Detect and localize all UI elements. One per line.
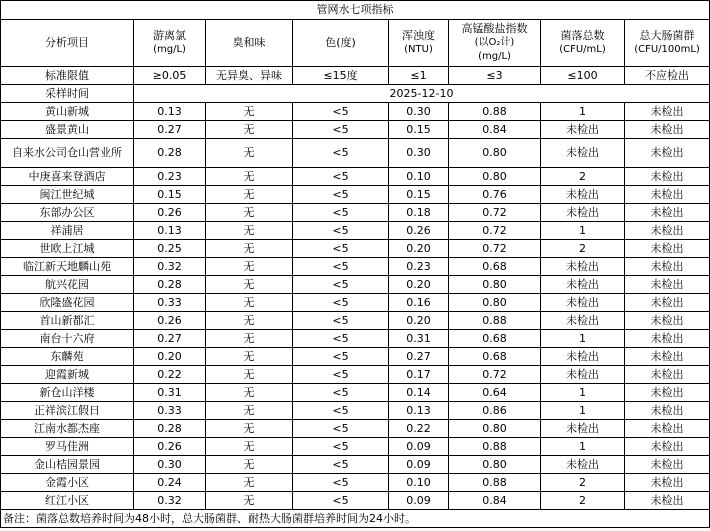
value-cell: 未检出 [541,276,625,294]
value-cell: 0.33 [134,294,206,312]
value-cell: 无 [206,276,293,294]
value-cell: 无 [206,121,293,139]
value-cell: 0.20 [134,348,206,366]
value-cell: 未检出 [625,240,710,258]
value-cell: 未检出 [541,139,625,168]
table-row [1,366,710,384]
site-name-cell: 临江新天地麟山苑 [1,258,134,276]
value-cell: <5 [293,366,389,384]
value-cell: 0.30 [389,139,449,168]
value-cell: 0.30 [389,103,449,121]
value-cell: 0.30 [134,456,206,474]
value-cell: <5 [293,474,389,492]
value-cell: 未检出 [625,492,710,510]
value-cell: 未检出 [541,420,625,438]
standard-limit-cell: 无异臭、异味 [206,67,293,85]
value-cell: 未检出 [541,456,625,474]
column-header-line1: 色(度) [325,36,356,49]
column-header-line1: 总大肠菌群 [639,29,695,42]
value-cell: 无 [206,240,293,258]
value-cell: 0.72 [449,222,541,240]
column-header-line2: (NTU) [404,44,433,55]
value-cell: <5 [293,294,389,312]
site-name-cell: 江南水都杰座 [1,420,134,438]
site-name-cell: 航兴花园 [1,276,134,294]
value-cell: 未检出 [541,348,625,366]
value-cell: 0.31 [134,384,206,402]
column-header-line1: 游离氯 [153,29,186,42]
column-header [541,20,625,67]
table-row [1,402,710,420]
value-cell: 0.24 [134,474,206,492]
value-cell: 0.27 [134,330,206,348]
value-cell: 未检出 [541,186,625,204]
table-row [1,348,710,366]
value-cell: <5 [293,258,389,276]
value-cell: <5 [293,438,389,456]
value-cell: <5 [293,456,389,474]
table-row [1,204,710,222]
value-cell: 未检出 [625,276,710,294]
standard-limit-cell: ≥0.05 [134,67,206,85]
value-cell: 无 [206,384,293,402]
table-row [1,384,710,402]
value-cell: 未检出 [625,222,710,240]
site-name-cell: 金山桔园景园 [1,456,134,474]
value-cell: 无 [206,312,293,330]
value-cell: 0.68 [449,330,541,348]
site-name-cell: 金霞小区 [1,474,134,492]
value-cell: 0.64 [449,384,541,402]
value-cell: 0.84 [449,121,541,139]
site-name-cell: 世欧上江城 [1,240,134,258]
value-cell: 未检出 [541,258,625,276]
value-cell: 0.31 [389,330,449,348]
value-cell: 0.26 [389,222,449,240]
value-cell: 无 [206,258,293,276]
table-row [1,258,710,276]
value-cell: 2 [541,168,625,186]
column-header [389,20,449,67]
value-cell: 0.26 [134,438,206,456]
column-header-line2: (CFU/mL) [559,44,606,55]
table-row [1,294,710,312]
value-cell: 未检出 [625,474,710,492]
column-header-line2: (CFU/100mL) [634,44,700,55]
value-cell: 0.20 [389,312,449,330]
value-cell: 未检出 [625,121,710,139]
value-cell: 未检出 [541,294,625,312]
value-cell: 0.09 [389,492,449,510]
column-header-line2: (mg/L) [153,44,186,55]
column-header-line1: 菌落总数 [560,29,605,42]
site-name-cell: 自来水公司仓山营业所 [1,139,134,168]
value-cell: 1 [541,384,625,402]
value-cell: 无 [206,186,293,204]
value-cell: <5 [293,348,389,366]
value-cell: 未检出 [625,420,710,438]
value-cell: 0.20 [389,276,449,294]
value-cell: 0.72 [449,366,541,384]
site-name-cell: 中庚喜来登酒店 [1,168,134,186]
column-header [625,20,710,67]
value-cell: 0.80 [449,456,541,474]
value-cell: 0.27 [134,121,206,139]
sampling-time-label: 采样时间 [1,85,134,103]
value-cell: 0.20 [389,240,449,258]
column-header-line1: 分析项目 [45,36,89,49]
value-cell: 无 [206,348,293,366]
standard-limit-cell: ≤100 [541,67,625,85]
value-cell: 0.33 [134,402,206,420]
value-cell: 无 [206,492,293,510]
value-cell: <5 [293,168,389,186]
table-row [1,103,710,121]
standard-limit-cell: ≤3 [449,67,541,85]
standard-limit-cell: 不应检出 [625,67,710,85]
value-cell: 未检出 [625,186,710,204]
table-row [1,222,710,240]
value-cell: 未检出 [625,103,710,121]
value-cell: 1 [541,222,625,240]
value-cell: 1 [541,330,625,348]
value-cell: <5 [293,186,389,204]
value-cell: <5 [293,492,389,510]
value-cell: 0.10 [389,168,449,186]
standard-limit-label: 标准限值 [1,67,134,85]
value-cell: 无 [206,222,293,240]
value-cell: <5 [293,402,389,420]
value-cell: 未检出 [625,312,710,330]
value-cell: 0.09 [389,438,449,456]
value-cell: 无 [206,402,293,420]
value-cell: 0.22 [389,420,449,438]
table-row [1,438,710,456]
value-cell: 无 [206,330,293,348]
value-cell: 0.17 [389,366,449,384]
value-cell: 未检出 [625,204,710,222]
value-cell: 0.80 [449,276,541,294]
value-cell: <5 [293,139,389,168]
value-cell: 2 [541,240,625,258]
value-cell: 0.72 [449,204,541,222]
site-name-cell: 新仓山洋楼 [1,384,134,402]
table-row [1,456,710,474]
column-header-line1: 臭和味 [232,36,266,49]
value-cell: 0.15 [134,186,206,204]
value-cell: 0.13 [134,103,206,121]
site-name-cell: 东部办公区 [1,204,134,222]
value-cell: 0.28 [134,139,206,168]
value-cell: 0.15 [389,121,449,139]
value-cell: 0.86 [449,402,541,420]
site-name-cell: 欣隆盛花园 [1,294,134,312]
value-cell: 未检出 [625,438,710,456]
table-row [1,121,710,139]
value-cell: 无 [206,204,293,222]
site-name-cell: 罗马佳洲 [1,438,134,456]
value-cell: <5 [293,103,389,121]
value-cell: 无 [206,420,293,438]
standard-limit-cell: ≤1 [389,67,449,85]
value-cell: 1 [541,402,625,420]
value-cell: <5 [293,240,389,258]
value-cell: 0.68 [449,258,541,276]
value-cell: 0.88 [449,312,541,330]
standard-limit-cell: ≤15度 [293,67,389,85]
site-name-cell: 红江小区 [1,492,134,510]
value-cell: 0.27 [389,348,449,366]
value-cell: 0.28 [134,420,206,438]
value-cell: 0.16 [389,294,449,312]
value-cell: <5 [293,420,389,438]
value-cell: 2 [541,474,625,492]
value-cell: 0.32 [134,492,206,510]
site-name-cell: 盛景黄山 [1,121,134,139]
value-cell: <5 [293,276,389,294]
column-header-line2: (以O₂计) [474,37,515,48]
value-cell: 未检出 [625,348,710,366]
value-cell: 0.25 [134,240,206,258]
table-row [1,168,710,186]
value-cell: 无 [206,366,293,384]
table-row [1,312,710,330]
value-cell: 无 [206,294,293,312]
value-cell: 0.88 [449,474,541,492]
value-cell: 0.32 [134,258,206,276]
value-cell: 无 [206,456,293,474]
value-cell: 1 [541,438,625,456]
value-cell: 未检出 [625,294,710,312]
value-cell: <5 [293,222,389,240]
column-header [449,20,541,67]
value-cell: 0.84 [449,492,541,510]
value-cell: 0.23 [389,258,449,276]
column-header-line3: (mg/L) [478,51,511,62]
value-cell: 未检出 [625,402,710,420]
column-header [1,20,134,67]
sampling-date: 2025-12-10 [134,85,710,103]
value-cell: 0.80 [449,168,541,186]
site-name-cell: 首山新都汇 [1,312,134,330]
value-cell: 无 [206,474,293,492]
site-name-cell: 闽江世纪城 [1,186,134,204]
value-cell: 未检出 [541,312,625,330]
value-cell: 0.76 [449,186,541,204]
value-cell: 未检出 [625,330,710,348]
value-cell: 0.10 [389,474,449,492]
site-name-cell: 东麟苑 [1,348,134,366]
column-header [206,20,293,67]
table-row [1,186,710,204]
value-cell: 0.68 [449,348,541,366]
value-cell: 未检出 [541,121,625,139]
site-name-cell: 迎霞新城 [1,366,134,384]
table-row [1,139,710,168]
value-cell: 0.28 [134,276,206,294]
site-name-cell: 祥浦居 [1,222,134,240]
value-cell: <5 [293,312,389,330]
value-cell: 0.14 [389,384,449,402]
table-row [1,492,710,510]
value-cell: 0.80 [449,294,541,312]
value-cell: 无 [206,139,293,168]
table-row [1,420,710,438]
value-cell: 2 [541,492,625,510]
value-cell: 0.72 [449,240,541,258]
value-cell: <5 [293,384,389,402]
footnote: 备注：菌落总数培养时间为48小时，总大肠菌群、耐热大肠菌群培养时间为24小时。 [1,510,710,528]
value-cell: 0.88 [449,103,541,121]
value-cell: 0.26 [134,204,206,222]
value-cell: 0.23 [134,168,206,186]
value-cell: 未检出 [625,168,710,186]
value-cell: 未检出 [625,384,710,402]
column-header [134,20,206,67]
value-cell: 未检出 [625,258,710,276]
site-name-cell: 南台十六府 [1,330,134,348]
site-name-cell: 正祥滨江假日 [1,402,134,420]
value-cell: 未检出 [625,456,710,474]
value-cell: 未检出 [541,366,625,384]
value-cell: <5 [293,204,389,222]
table-row [1,474,710,492]
value-cell: 0.18 [389,204,449,222]
value-cell: 0.26 [134,312,206,330]
value-cell: 1 [541,103,625,121]
value-cell: 0.13 [134,222,206,240]
column-header-line1: 高锰酸盐指数 [461,22,528,35]
value-cell: 无 [206,103,293,121]
value-cell: 0.88 [449,438,541,456]
value-cell: 未检出 [541,204,625,222]
value-cell: 0.09 [389,456,449,474]
value-cell: 0.13 [389,402,449,420]
value-cell: <5 [293,330,389,348]
table-row [1,240,710,258]
column-header-line1: 浑浊度 [402,29,435,42]
value-cell: 未检出 [625,366,710,384]
value-cell: 无 [206,438,293,456]
table-title: 管网水七项指标 [1,1,710,20]
value-cell: 0.15 [389,186,449,204]
value-cell: 0.80 [449,139,541,168]
table-row [1,276,710,294]
site-name-cell: 黄山新城 [1,103,134,121]
table-row [1,330,710,348]
value-cell: 0.22 [134,366,206,384]
column-header [293,20,389,67]
value-cell: 未检出 [625,139,710,168]
value-cell: <5 [293,121,389,139]
value-cell: 无 [206,168,293,186]
value-cell: 0.80 [449,420,541,438]
